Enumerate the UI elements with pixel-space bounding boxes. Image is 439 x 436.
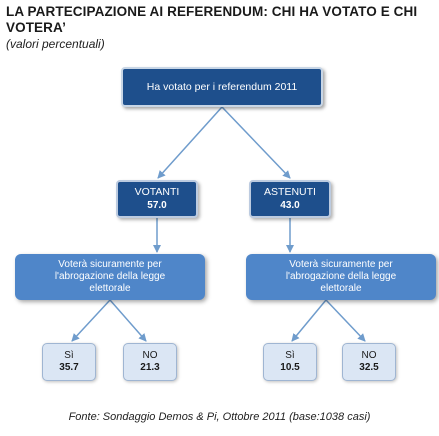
connector-question-right-no	[326, 300, 365, 341]
page-subtitle: (valori percentuali)	[6, 37, 105, 51]
connector-question-right-si	[292, 300, 326, 341]
answer-label: Sì	[64, 350, 74, 361]
page-title: LA PARTECIPAZIONE AI REFERENDUM: CHI HA VOTATO E CHI VOTERA’	[6, 4, 418, 35]
question-node-votanti	[15, 254, 205, 300]
answer-label: NO	[142, 350, 158, 361]
answer-value: 35.7	[59, 362, 79, 373]
answer-node-votanti-no	[123, 343, 177, 381]
source-note: Fonte: Sondaggio Demos & Pi, Ottobre 2011 (base:1038 casi)	[68, 411, 371, 423]
answer-node-votanti-si	[42, 343, 96, 381]
answer-value: 21.3	[140, 362, 160, 373]
connector-question-left-si	[72, 300, 110, 341]
question-text: Voterà sicuramente per l'abrogazione della legge elettorale	[54, 259, 166, 294]
connector-root-votanti	[158, 107, 222, 178]
root-label: Ha votato per i referendum 2011	[146, 81, 298, 93]
answer-node-astenuti-no	[342, 343, 396, 381]
question-node-astenuti	[246, 254, 436, 300]
connector-question-left-no	[110, 300, 146, 341]
answer-value: 32.5	[359, 362, 379, 373]
group-node-votanti	[116, 180, 198, 218]
answer-node-astenuti-si	[263, 343, 317, 381]
group-label: ASTENUTI	[264, 186, 316, 198]
question-text: Voterà sicuramente per l'abrogazione della legge elettorale	[285, 259, 397, 294]
answer-label: Sì	[285, 350, 295, 361]
group-node-astenuti	[249, 180, 331, 218]
group-label: VOTANTI	[134, 186, 180, 198]
group-value: 43.0	[280, 200, 300, 211]
group-value: 57.0	[147, 200, 167, 211]
connector-root-astenuti	[222, 107, 290, 178]
root-node	[121, 67, 323, 107]
answer-value: 10.5	[280, 362, 300, 373]
answer-label: NO	[361, 350, 377, 361]
